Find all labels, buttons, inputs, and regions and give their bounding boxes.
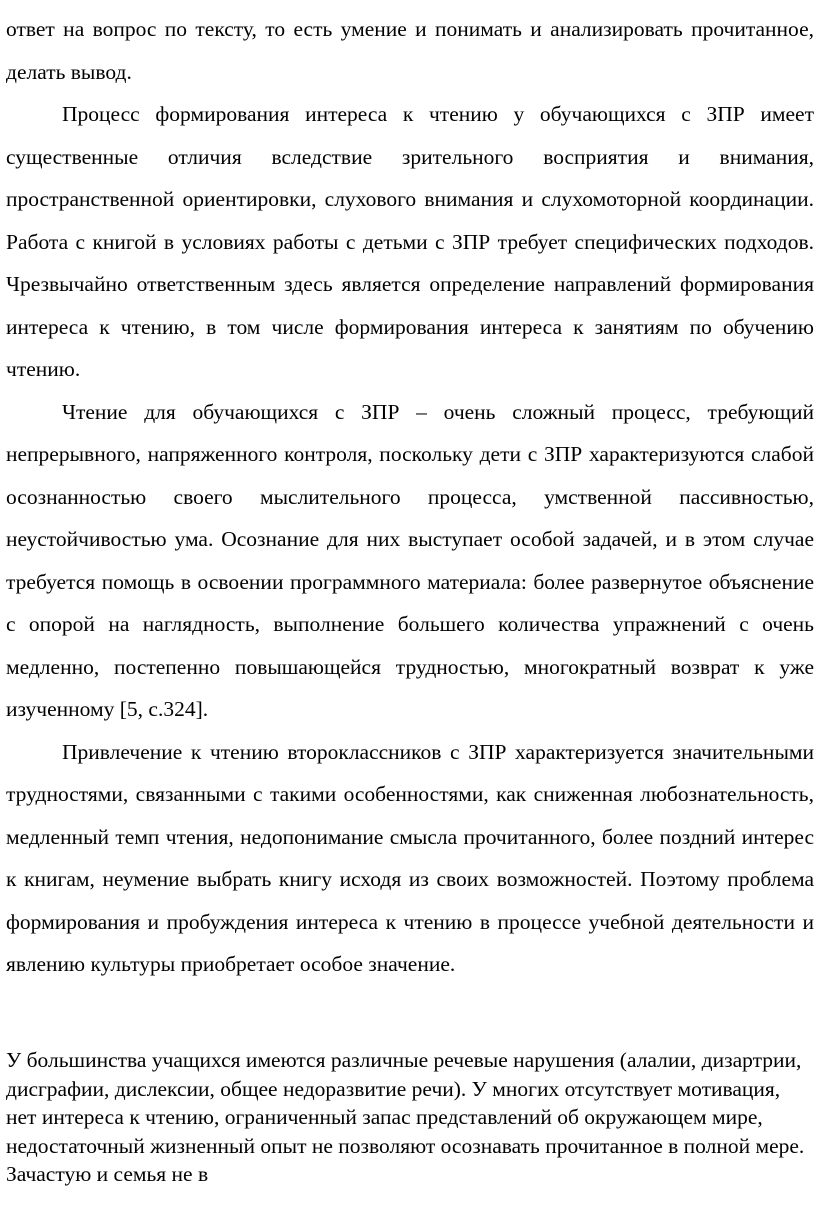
main-text-block	[6, 8, 814, 986]
paragraph-reading-complexity: Чтение для обучающихся с ЗПР – очень сложный процесс, требующий непрерывного, напряженного контроля, поскольку дети с ЗПР характеризуются слабой осознанностью своего мыслительного процесса, умственной пассивностью, неустойчивостью ума. Осознание для них выступает особой задачей, и в этом случае требуется помощь в освоении программного материала: более развернутое объяснение с опорой на наглядность, выполнение большего количества упражнений с очень медленно, постепенно повышающейся трудностью, многократный возврат к уже изученному [5, с.324].	[6, 399, 814, 721]
secondary-text-block	[6, 1046, 814, 1189]
paragraph-reading-interest-process: Процесс формирования интереса к чтению у обучающихся с ЗПР имеет существенные отличия вследствие зрительного восприятия и внимания, пространственной ориентировки, слухового внимания и слухомоторной координации. Работа с книгой в условиях работы с детьми с ЗПР требует специфических подходов. Чрезвычайно ответственным здесь является определение направлений формирования интереса к чтению, в том числе формирования интереса к занятиям по обучению чтению.	[6, 102, 814, 381]
paragraph-continuation: ответ на вопрос по тексту, то есть умение и понимать и анализировать прочитанное, делать вывод.	[6, 17, 814, 84]
paragraph-second-graders: Привлечение к чтению второклассников с ЗПР характеризуется значительными трудностями, связанными с такими особенностями, как сниженная любознательность, медленный темп чтения, недопонимание смысла прочитанного, более поздний интерес к книгам, неумение выбрать книгу исходя из своих возможностей. Поэтому проблема формирования и пробуждения интереса к чтению в процессе учебной деятельности и явлению культуры приобретает особое значение.	[6, 739, 814, 976]
paragraph-speech-disorders: У большинства учащихся имеются различные речевые нарушения (алалии, дизартрии, дисграфии, дислексии, общее недоразвитие речи). У многих отсутствует мотивация, нет интереса к чтению, ограниченный запас представлений об окружающем мире, недостаточный жизненный опыт не позволяют осознавать прочитанное в полной мере. Зачастую и семья не в	[6, 1048, 805, 1186]
